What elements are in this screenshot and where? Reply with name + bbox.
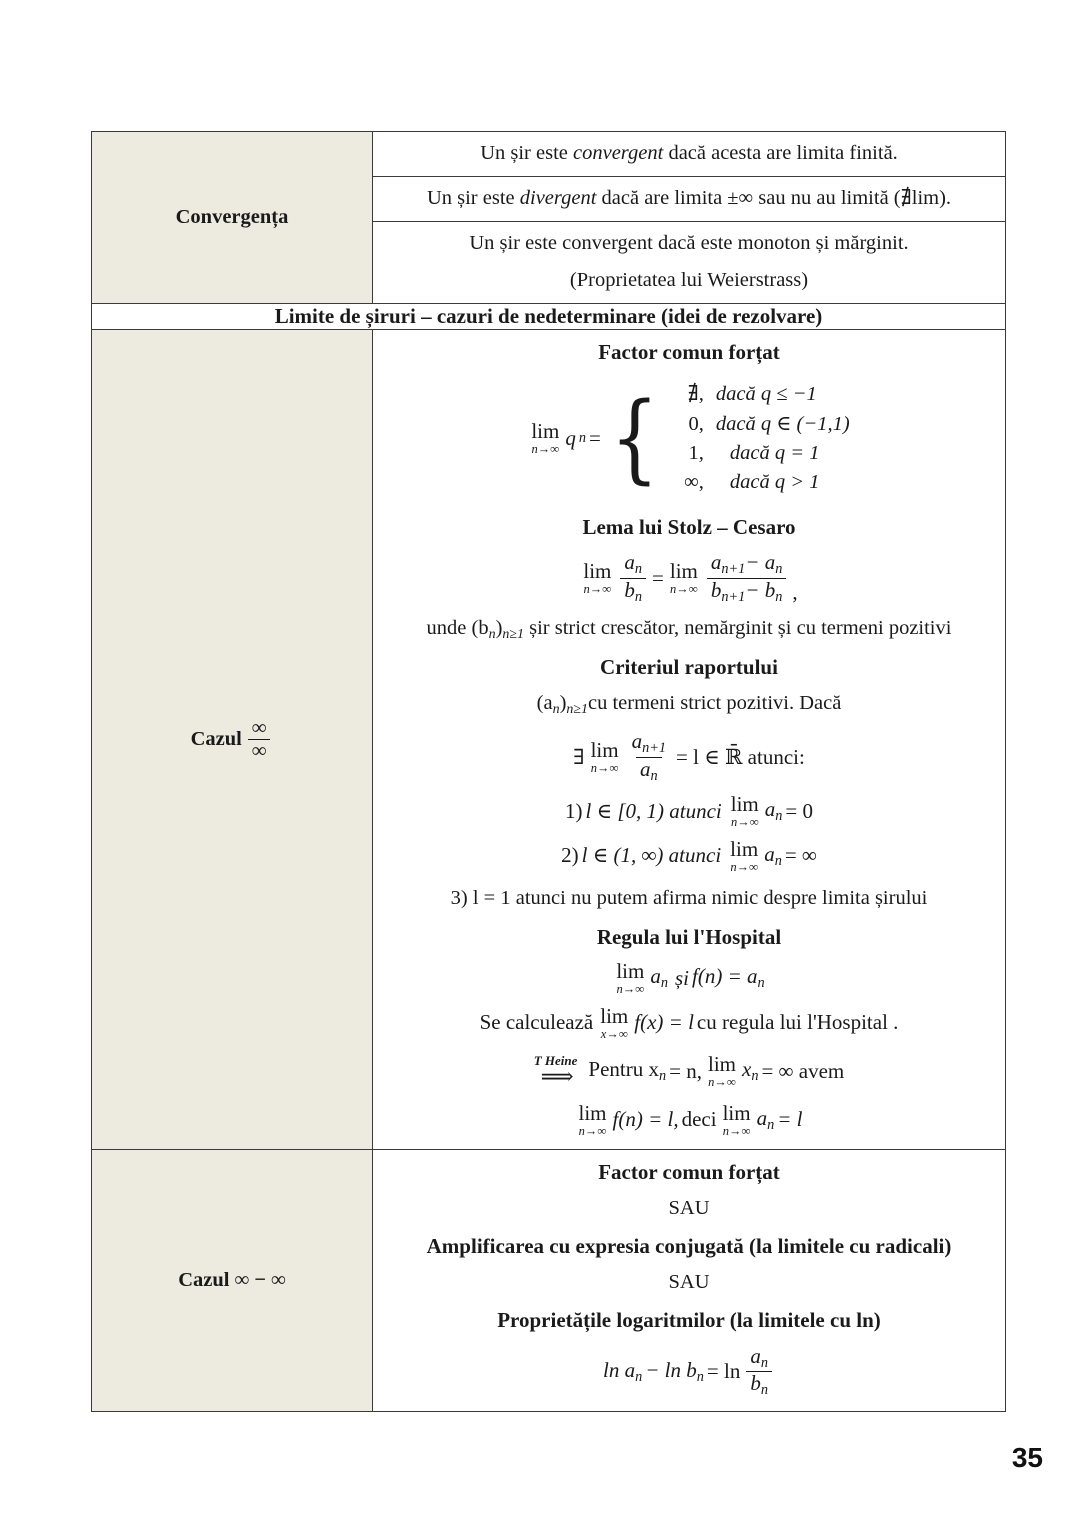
cazul-inf-minus-inf-label-text: Cazul ∞ − ∞ xyxy=(178,1268,286,1291)
method-factor-comun: Factor comun forțat xyxy=(598,1160,780,1185)
raport-item-3: 3) l = 1 atunci nu putem afirma nimic despre limita șirului xyxy=(450,887,928,910)
fraction-difference-quotient: $\frac{a_{n+1}- a_n}{b_{n+1}- b_n}$ xyxy=(707,551,786,605)
lim-operator: lim n→∞ xyxy=(616,959,645,997)
convergenta-definition-3 xyxy=(373,221,1006,304)
raport-item-1: 1) l ∈ [0, 1) atunci lim n→∞ $a_n$ = 0 xyxy=(564,792,814,830)
trailing-comma: , xyxy=(792,580,798,604)
heine-implication xyxy=(534,1054,578,1088)
row-label-cazul-inf-inf xyxy=(92,330,373,1150)
cazul-inf-minus-inf-content xyxy=(373,1150,1006,1411)
cazul-label-prefix: Cazul xyxy=(190,728,242,751)
hospital-line-1: lim n→∞ $a_n$ și $f(n) = a_n$ xyxy=(616,959,765,997)
cazul-label-denominator: ∞ xyxy=(248,739,271,762)
lim-operator: lim n→∞ xyxy=(722,1100,751,1138)
table-row-cazul-infinit-minus-infinit xyxy=(92,1150,1006,1411)
table-row-cazul-infinit-pe-infinit xyxy=(92,330,1006,1150)
fraction-an-over-bn: $\frac{a_n}{b_n}$ xyxy=(746,1345,772,1399)
lim-operator: lim n→∞ xyxy=(590,737,619,775)
method-amplificare-conjugata: Amplificarea cu expresia conjugată (la limitele cu radicali) xyxy=(426,1234,952,1259)
heading-criteriul-raportului: Criteriul raportului xyxy=(600,655,778,680)
raport-item-2: 2) l ∈ (1, ∞) atunci lim n→∞ $a_n$ = ∞ xyxy=(561,836,817,874)
heading-regula-lhospital: Regula lui l'Hospital xyxy=(596,924,782,949)
separator-sau-1: SAU xyxy=(668,1196,710,1219)
lim-operator: lim n→∞ xyxy=(730,836,759,874)
heine-label: T Heine xyxy=(533,1053,578,1069)
convergenta-definition-1 xyxy=(373,132,1006,177)
cazul-inf-inf-content xyxy=(373,330,1006,1150)
page-number: 35 xyxy=(1011,1442,1043,1473)
lim-operator: lim n→∞ xyxy=(578,1100,607,1138)
lim-operator: lim n→∞ xyxy=(730,792,759,830)
conv2-pre: Un șir este xyxy=(426,186,520,209)
equals-ln: = ln xyxy=(706,1359,741,1384)
q-exponent: n xyxy=(578,430,586,447)
formula-stolz-cesaro xyxy=(373,551,1005,605)
row-label-convergenta xyxy=(92,132,373,304)
case-row: 0, dacă q ∈ (−1,1) xyxy=(688,412,850,435)
heading-lema-stolz-cesaro: Lema lui Stolz – Cesaro xyxy=(582,514,796,539)
formula-limit-q-power-n xyxy=(373,380,1005,496)
cazul-label-fraction xyxy=(248,717,271,762)
conv2-emphasis: divergent xyxy=(519,186,597,209)
hospital-line-2: Se calculează lim x→∞ f(x) = l cu regula lui l'Hospital . xyxy=(479,1003,899,1041)
lim-operator: lim n→∞ xyxy=(583,558,612,596)
exists-symbol: ∃ xyxy=(573,744,585,769)
piecewise-cases xyxy=(604,380,850,496)
conv1-pre: Un șir este xyxy=(480,142,573,164)
table-row-banner xyxy=(92,304,1006,330)
separator-sau-2: SAU xyxy=(668,1270,710,1293)
lim-operator: lim n→∞ xyxy=(669,558,698,596)
section-banner: Limite de șiruri – cazuri de nedeterminare (idei de rezolvare) xyxy=(92,304,1006,330)
method-proprietati-logaritmi: Proprietățile logaritmilor (la limitele cu ln) xyxy=(497,1308,881,1333)
conv1-emphasis: convergent xyxy=(573,142,664,164)
raport-exists-tail: = l ∈ ℝ̄ atunci: xyxy=(676,744,805,769)
lim-operator: lim x→∞ xyxy=(600,1003,629,1041)
case-row: ∄, dacă q ≤ −1 xyxy=(687,383,817,406)
lim-operator: lim n→∞ xyxy=(707,1052,736,1090)
case-row: 1, dacă q = 1 xyxy=(688,441,820,464)
conv1-post: dacă acesta are limita finită. xyxy=(663,142,898,164)
fraction-an1-over-an: $\frac{a_{n+1}}{a_n}$ xyxy=(631,729,666,784)
conv2-post: dacă are limita ±∞ sau nu au limită (∄lim). xyxy=(596,186,952,209)
conv3-text: Un șir este convergent dacă este monoton și mărginit. xyxy=(469,231,909,254)
double-arrow-icon: ⟹ xyxy=(540,1064,571,1090)
lim-operator: lim n→∞ xyxy=(531,419,560,457)
case-row: ∞, dacă q > 1 xyxy=(684,470,820,493)
formula-table xyxy=(91,131,1006,1412)
hospital-line-4: lim n→∞ f(n) = l, deci lim n→∞ $a_n$ = l xyxy=(578,1100,803,1138)
formula-raport-exists-limit xyxy=(373,730,1005,784)
weierstrass-note: (Proprietatea lui Weierstrass) xyxy=(569,269,809,292)
stolz-condition-note: unde $(b_n)_{n\ge 1}$ șir strict crescător, nemărginit și cu termeni pozitivi xyxy=(426,617,952,642)
cazul-label-numerator: ∞ xyxy=(251,717,267,740)
formula-logarithm-difference: $\ln a_n$ − $\ln b_n$ = ln $\frac{a_n}{b_n}$ xyxy=(373,1345,1005,1399)
equals-sign: = xyxy=(652,565,664,590)
hospital-line-3: T Heine ⟹ Pentru $x_n$ = n, lim n→∞ $x_n$ = ∞ avem xyxy=(533,1052,845,1090)
row-label-cazul-inf-minus-inf xyxy=(92,1150,373,1411)
q-base: q xyxy=(565,426,576,451)
equals-sign: = xyxy=(588,426,601,451)
curly-brace-icon: { xyxy=(609,382,659,495)
convergenta-label-text: Convergența xyxy=(175,206,289,229)
raport-intro: $(a_n)_{n\ge 1}cu$ termeni strict pozitivi. Dacă xyxy=(536,691,842,717)
convergenta-definition-2 xyxy=(373,176,1006,221)
fraction-an-over-bn: $\frac{a_n}{b_n}$ xyxy=(620,551,646,605)
table-row-convergenta-1 xyxy=(92,132,1006,177)
heading-factor-comun-fortat: Factor comun forțat xyxy=(598,340,780,365)
